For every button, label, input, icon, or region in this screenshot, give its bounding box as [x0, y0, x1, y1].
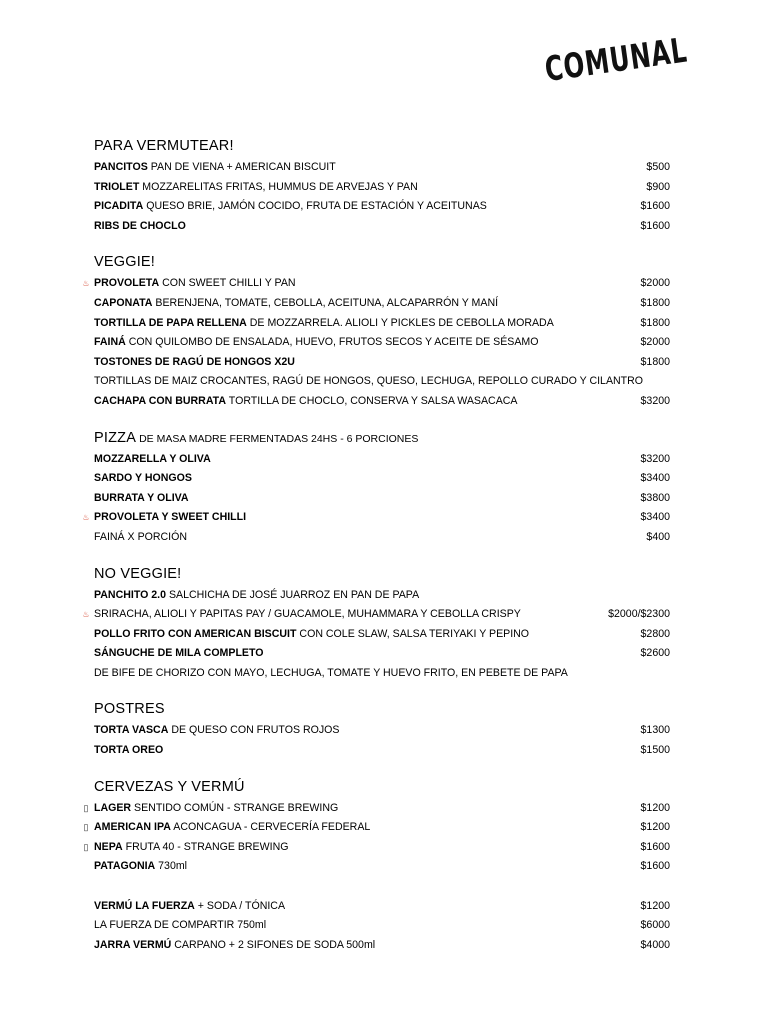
item-price: $3200 — [640, 394, 670, 407]
item-text — [94, 838, 288, 858]
item-price: $1200 — [640, 801, 670, 814]
item-price: $3400 — [640, 511, 670, 524]
item-text — [94, 644, 264, 664]
item-description: DE MOZZARRELA. ALIOLI Y PICKLES DE CEBOLLA MORADA — [249, 316, 554, 329]
menu-item — [0, 605, 768, 625]
item-description: LA FUERZA DE COMPARTIR 750ml — [94, 919, 267, 932]
item-text — [94, 294, 498, 314]
menu-item — [0, 392, 768, 412]
item-description: TORTILLA DE CHOCLO, CONSERVA Y SALSA WASACACA — [228, 394, 518, 407]
item-description: CON SWEET CHILLI Y PAN — [162, 277, 296, 290]
item-name: TRIOLET — [94, 180, 140, 193]
menu-item — [0, 721, 768, 741]
item-description: DE QUESO CON FRUTOS ROJOS — [171, 724, 340, 737]
item-text — [94, 528, 187, 548]
item-text — [94, 586, 419, 606]
menu-item — [0, 664, 768, 684]
item-text — [94, 217, 186, 237]
item-name: AMERICAN IPA — [94, 821, 171, 834]
menu-item — [0, 936, 768, 956]
menu-item — [0, 528, 768, 548]
item-price: $2000 — [640, 277, 670, 290]
menu-item — [0, 274, 768, 294]
item-text — [94, 392, 517, 412]
menu-item — [0, 838, 768, 858]
section-header — [94, 134, 768, 158]
item-description: ACONCAGUA - CERVECERÍA FEDERAL — [173, 821, 371, 834]
menu-item — [0, 353, 768, 373]
item-name: PICADITA — [94, 200, 144, 213]
item-price: $2600 — [640, 647, 670, 660]
item-text — [94, 158, 336, 178]
item-name: PANCITOS — [94, 161, 148, 173]
item-name: SÁNGUCHE DE MILA COMPLETO — [94, 647, 264, 660]
menu-item — [0, 818, 768, 838]
menu-item — [0, 333, 768, 353]
item-price: $3800 — [640, 491, 670, 504]
item-text — [94, 469, 192, 489]
menu-item — [0, 217, 768, 237]
item-price: $900 — [646, 180, 670, 193]
item-description: DE BIFE DE CHORIZO CON MAYO, LECHUGA, TOMATE Y HUEVO FRITO, EN PEBETE DE PAPA — [94, 666, 568, 679]
menu-section — [0, 426, 768, 548]
section-title: VEGGIE! — [94, 254, 156, 271]
item-price: $2000/$2300 — [608, 608, 670, 621]
section-header — [94, 562, 768, 586]
menu-section — [0, 134, 768, 236]
menu-item — [0, 314, 768, 334]
menu-item — [0, 158, 768, 178]
menu — [0, 134, 768, 969]
item-name: VERMÚ LA FUERZA — [94, 899, 195, 912]
item-description: CON COLE SLAW, SALSA TERIYAKI Y PEPINO — [299, 627, 530, 640]
menu-item — [0, 741, 768, 761]
item-price: $3400 — [640, 472, 670, 485]
chili-icon: ♨ — [82, 610, 90, 620]
item-text — [94, 274, 296, 294]
menu-item — [0, 916, 768, 936]
item-description: CON QUILOMBO DE ENSALADA, HUEVO, FRUTOS SECOS Y ACEITE DE SÉSAMO — [128, 336, 539, 349]
item-description: SENTIDO COMÚN - STRANGE BREWING — [134, 801, 339, 814]
menu-item — [0, 857, 768, 877]
item-description: + SODA / TÓNICA — [197, 899, 286, 912]
brand-logo: COMUNAL — [542, 30, 690, 90]
item-name: RIBS DE CHOCLO — [94, 219, 186, 232]
item-price: $2000 — [640, 336, 670, 349]
menu-item — [0, 294, 768, 314]
item-text — [94, 178, 418, 198]
menu-item — [0, 178, 768, 198]
section-title: PIZZA — [94, 429, 137, 446]
item-name: FAINÁ — [94, 336, 126, 349]
item-text — [94, 936, 375, 956]
glass-icon: ▯ — [83, 822, 89, 833]
item-description: FAINÁ X PORCIÓN — [94, 530, 188, 543]
menu-item — [0, 897, 768, 917]
item-name: TORTA OREO — [94, 744, 164, 757]
item-text — [94, 508, 246, 528]
item-name: NEPA — [94, 840, 123, 853]
menu-item — [0, 372, 768, 392]
item-description: BERENJENA, TOMATE, CEBOLLA, ACEITUNA, ALCAPARRÓN Y MANÍ — [155, 296, 499, 309]
item-text — [94, 857, 187, 877]
item-price: $1600 — [640, 860, 670, 873]
menu-section — [0, 562, 768, 684]
item-price: $1500 — [640, 744, 670, 757]
item-description: MOZZARELITAS FRITAS, HUMMUS DE ARVEJAS Y PAN — [142, 180, 418, 193]
item-price: $1600 — [640, 219, 670, 232]
item-price: $1600 — [640, 200, 670, 213]
item-text — [94, 721, 339, 741]
item-name: SARDO Y HONGOS — [94, 472, 192, 485]
item-price: $2800 — [640, 627, 670, 640]
item-text — [94, 605, 521, 625]
item-price: $6000 — [640, 919, 670, 932]
item-price: $1600 — [640, 840, 670, 853]
item-price: $400 — [646, 530, 670, 543]
item-text — [94, 741, 163, 761]
item-text — [94, 818, 370, 838]
item-text — [94, 916, 266, 936]
section-note: DE MASA MADRE FERMENTADAS 24HS - 6 PORCIONES — [139, 432, 419, 445]
menu-item — [0, 644, 768, 664]
item-text — [94, 372, 643, 392]
menu-item — [0, 508, 768, 528]
item-name: PATAGONIA — [94, 860, 156, 873]
item-text — [94, 314, 554, 334]
item-text — [94, 450, 211, 470]
item-description: TORTILLAS DE MAIZ CROCANTES, RAGÚ DE HONGOS, QUESO, LECHUGA, REPOLLO CURADO Y CILANTRO — [94, 375, 644, 388]
menu-item — [0, 197, 768, 217]
item-description: PAN DE VIENA + AMERICAN BISCUIT — [150, 161, 336, 173]
item-name: TORTA VASCA — [94, 724, 169, 737]
item-text — [94, 625, 529, 645]
item-name: MOZZARELLA Y OLIVA — [94, 452, 211, 465]
item-name: LAGER — [94, 801, 132, 814]
menu-item — [0, 586, 768, 606]
item-name: TOSTONES DE RAGÚ DE HONGOS X2U — [94, 355, 295, 368]
item-price: $500 — [646, 161, 670, 173]
item-text — [94, 664, 568, 684]
chili-icon: ♨ — [82, 513, 90, 523]
item-name: PROVOLETA Y SWEET CHILLI — [94, 511, 247, 524]
item-price: $1300 — [640, 724, 670, 737]
section-title: CERVEZAS Y VERMÚ — [94, 778, 245, 795]
menu-section — [0, 250, 768, 411]
item-description: SRIRACHA, ALIOLI Y PAPITAS PAY / GUACAMOLE, MUHAMMARA Y CEBOLLA CRISPY — [94, 608, 521, 621]
chili-icon: ♨ — [82, 279, 90, 289]
menu-section — [0, 697, 768, 760]
menu-item — [0, 625, 768, 645]
item-description: 730ml — [158, 860, 188, 873]
item-text — [94, 489, 189, 509]
section-title: PARA VERMUTEAR! — [94, 138, 234, 154]
item-name: BURRATA Y OLIVA — [94, 491, 189, 504]
menu-item — [0, 799, 768, 819]
item-price: $1200 — [640, 821, 670, 834]
item-name: CAPONATA — [94, 296, 153, 309]
section-header — [94, 775, 768, 799]
item-price: $1800 — [640, 316, 670, 329]
item-description: SALCHICHA DE JOSÉ JUARROZ EN PAN DE PAPA — [168, 588, 420, 601]
section-header — [94, 426, 768, 450]
glass-icon: ▯ — [83, 802, 89, 813]
item-text — [94, 197, 487, 217]
item-text — [94, 799, 338, 819]
glass-icon: ▯ — [83, 841, 89, 852]
item-name: POLLO FRITO CON AMERICAN BISCUIT — [94, 627, 297, 640]
row-spacer — [0, 877, 768, 897]
item-name: CACHAPA CON BURRATA — [94, 394, 227, 407]
item-price: $1800 — [640, 355, 670, 368]
item-text — [94, 897, 285, 917]
section-title: NO VEGGIE! — [94, 565, 182, 582]
menu-item — [0, 469, 768, 489]
section-header — [94, 697, 768, 721]
section-header — [94, 250, 768, 274]
item-price: $3200 — [640, 452, 670, 465]
item-price: $1800 — [640, 296, 670, 309]
menu-item — [0, 489, 768, 509]
menu-section — [0, 775, 768, 956]
item-name: PROVOLETA — [94, 277, 160, 290]
item-price: $4000 — [640, 938, 670, 951]
item-name: JARRA VERMÚ — [94, 938, 172, 951]
item-price: $1200 — [640, 899, 670, 912]
item-description: CARPANO + 2 SIFONES DE SODA 500ml — [174, 938, 376, 951]
menu-item — [0, 450, 768, 470]
item-name: PANCHITO 2.0 — [94, 588, 167, 601]
item-text — [94, 353, 295, 373]
section-title: POSTRES — [94, 701, 165, 718]
item-name: TORTILLA DE PAPA RELLENA — [94, 316, 247, 329]
item-description: FRUTA 40 - STRANGE BREWING — [125, 840, 289, 853]
item-description: QUESO BRIE, JAMÓN COCIDO, FRUTA DE ESTACIÓN Y ACEITUNAS — [146, 200, 487, 213]
item-text — [94, 333, 538, 353]
